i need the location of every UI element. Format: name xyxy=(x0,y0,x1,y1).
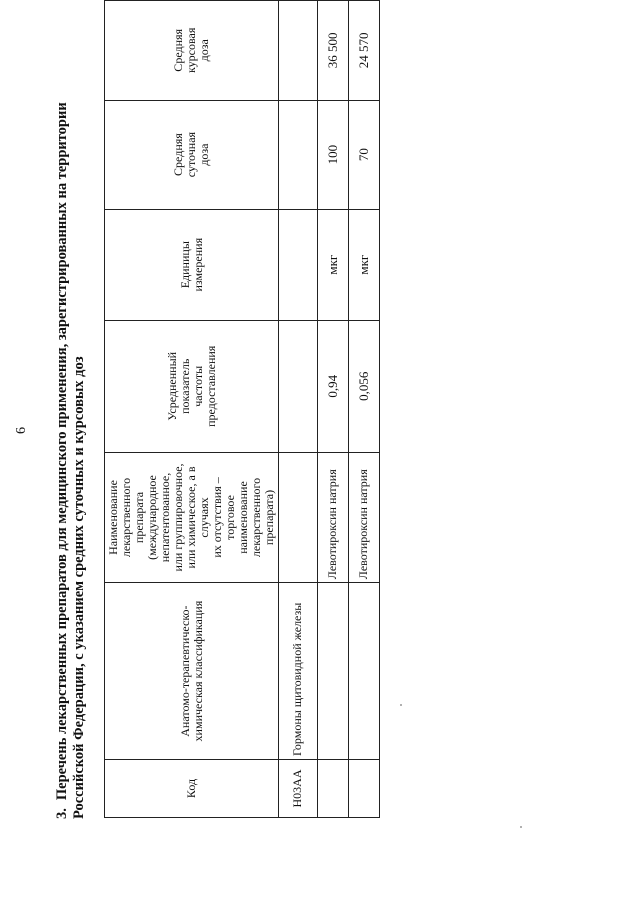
course-dose-cell: 24 570 xyxy=(349,1,380,101)
table-row xyxy=(318,1,349,818)
frequency-cell: 0,056 xyxy=(349,320,380,452)
section-title xyxy=(54,59,88,819)
scan-speck xyxy=(520,826,522,828)
header-units: Единицы измерения xyxy=(105,209,279,320)
drug-name-cell: Левотироксин натрия xyxy=(318,452,349,583)
drug-table xyxy=(104,0,380,818)
header-frequency: Усредненный показатель частоты предоставления xyxy=(105,320,279,452)
table-header-row xyxy=(105,1,279,818)
section-number: 3. xyxy=(54,808,70,819)
empty-cell xyxy=(279,1,318,101)
header-code: Код xyxy=(105,759,279,817)
empty-cell xyxy=(279,209,318,320)
header-drug-name: Наименование лекарственного препарата (международное непатентованное, или группировочное, или химическое, а в случаях их отсутствия – торговое наименование лекарственного препарата) xyxy=(105,452,279,583)
group-code: H03AA xyxy=(279,759,318,817)
empty-cell xyxy=(349,583,380,760)
daily-dose-cell: 70 xyxy=(349,100,380,209)
empty-cell xyxy=(318,759,349,817)
table-row xyxy=(349,1,380,818)
frequency-cell: 0,94 xyxy=(318,320,349,452)
table-row-group xyxy=(279,1,318,818)
course-dose-cell: 36 500 xyxy=(318,1,349,101)
unit-cell: мкг xyxy=(349,209,380,320)
empty-cell xyxy=(318,583,349,760)
empty-cell xyxy=(279,100,318,209)
drug-name-cell: Левотироксин натрия xyxy=(349,452,380,583)
scan-speck xyxy=(400,704,402,706)
unit-cell: мкг xyxy=(318,209,349,320)
header-daily-dose: Средняя суточная доза xyxy=(105,100,279,209)
section-title-text: Перечень лекарственных препаратов для медицинского применения, зарегистрированных на территории Российской Федерации, с указанием средних суточных и курсовых доз xyxy=(54,102,87,819)
empty-cell xyxy=(279,320,318,452)
group-atc: Гормоны щитовидной железы xyxy=(279,583,318,760)
daily-dose-cell: 100 xyxy=(318,100,349,209)
empty-cell xyxy=(279,452,318,583)
empty-cell xyxy=(349,759,380,817)
header-atc-classification: Анатомо-терапевтическо- химическая классификация xyxy=(105,583,279,760)
header-course-dose: Средняя курсовая доза xyxy=(105,1,279,101)
page-number: 6 xyxy=(14,427,29,434)
